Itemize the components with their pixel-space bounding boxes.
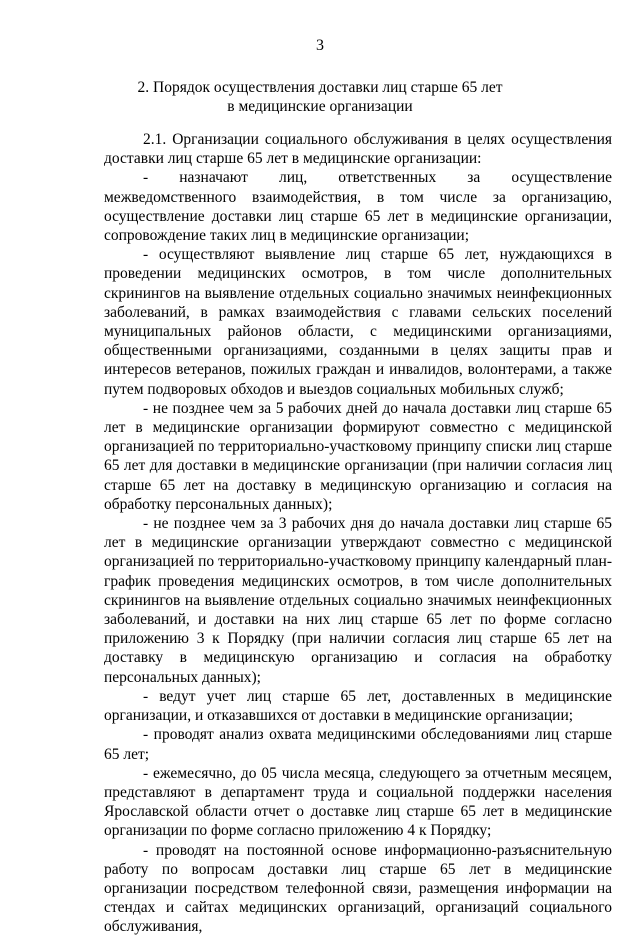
list-item: - не позднее чем за 5 рабочих дней до начала доставки лиц старше 65 лет в медицинские организации формируют совместно с медицинской организацией по территориально-участковому принципу списки лиц старше 65 лет для доставки в медицинские организации (при наличии согласия лиц старше 65 лет на доставку в медицинскую организацию и согласия на обработку персональных данных); <box>104 399 612 513</box>
section-heading-line-1: 2. Порядок осуществления доставки лиц старше 65 лет <box>137 79 503 96</box>
list-item: - проводят анализ охвата медицинскими обследованиями лиц старше 65 лет; <box>104 726 612 763</box>
page-number: 3 <box>316 37 324 54</box>
section-heading <box>100 78 540 116</box>
list-item: - ежемесячно, до 05 числа месяца, следующего за отчетным месяцем, представляют в департамент труда и социальной поддержки населения Ярославской области отчет о доставке лиц старше 65 лет в медицинские организации по форме согласно приложению 4 к Порядку; <box>104 764 612 840</box>
list-item: - проводят на постоянной основе информационно-разъяснительную работу по вопросам доставки лиц старше 65 лет в медицинские организации посредством телефонной связи, размещения информации на стендах и сайтах медицинских организаций, организаций социального обслуживания, <box>104 841 612 936</box>
list-item: - не позднее чем за 3 рабочих дня до начала доставки лиц старше 65 лет в медицинские организации утверждают совместно с медицинской организацией по территориально-участковому принципу календарный план-график проведения медицинских осмотров, в том числе дополнительных скринингов на выявление отдельных социально значимых неинфекционных заболеваний, и доставки на них лиц старше 65 лет по форме согласно приложению 3 к Порядку (при наличии согласия лиц старше 65 лет на доставку в медицинскую организацию и согласия на обработку персональных данных); <box>104 515 612 686</box>
body-text <box>104 130 612 937</box>
section-heading-line-2: в медицинские организации <box>227 98 413 115</box>
list-item: - назначают лиц, ответственных за осуществление межведомственного взаимодействия, в том числе за организацию, осуществление доставки лиц старше 65 лет в медицинские организации, сопровождение таких лиц в медицинские организации; <box>104 169 612 245</box>
list-item: - ведут учет лиц старше 65 лет, доставленных в медицинские организации, и отказавшихся от доставки в медицинские организации; <box>104 687 612 725</box>
list-item: - осуществляют выявление лиц старше 65 лет, нуждающихся в проведении медицинских осмотров, в том числе дополнительных скринингов на выявление отдельных социально значимых неинфекционных заболеваний, в рамках взаимодействия с главами сельских поселений муниципальных районов области, с медицинскими организациями, общественными организациями, созданными в целях защиты прав и интересов ветеранов, пожилых граждан и инвалидов, волонтерами, а также путем подворовых обходов и выездов социальных мобильных служб; <box>104 246 612 398</box>
paragraph-intro: 2.1. Организации социального обслуживания в целях осуществления доставки лиц старше 65 лет в медицинские организации: <box>104 131 612 168</box>
